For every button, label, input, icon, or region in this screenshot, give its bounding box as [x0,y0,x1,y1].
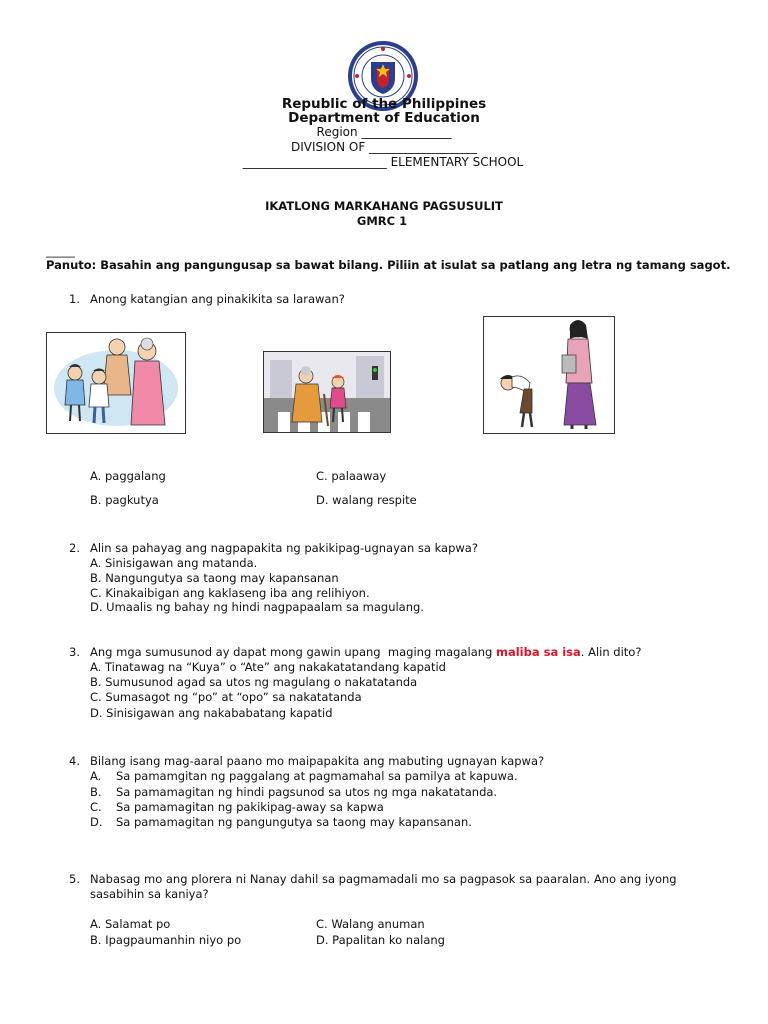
image-family-with-grandparents [46,332,186,434]
question-2-text: Alin sa pahayag ang nagpapakita ng pakikipag-ugnayan sa kapwa? [90,541,478,555]
q4-option-b-text: Sa pamamagitan ng hindi pagsunod sa utos ng mga nakatatanda. [116,785,498,799]
q4-option-c-text: Sa pamamagitan ng pakikipag-away sa kapwa [116,800,384,814]
question-4-number: 4. [69,754,80,768]
q5-option-a: A. Salamat po [90,917,171,931]
q1-option-a: A. paggalang [90,469,166,483]
q2-option-b: B. Nangungutya sa taong may kapansanan [90,571,339,585]
republic-title: Republic of the Philippines [281,96,487,112]
image-child-helping-elder-cross-street [263,351,391,433]
q3-option-d: D. Sinisigawan ang nakababatang kapatid [90,706,333,720]
question-1-number: 1. [69,292,80,306]
question-5-text-line2: sasabihin sa kaniya? [90,887,209,901]
exam-title: IKATLONG MARKAHANG PAGSUSULIT [265,199,503,213]
question-4-text: Bilang isang mag-aaral paano mo maipapakita ang mabuting ugnayan kapwa? [90,754,545,768]
question-5-number: 5. [69,872,80,886]
q1-option-d: D. walang respite [316,493,417,507]
image-child-bowing-to-teacher [483,316,615,434]
answer-blank: _____ [46,244,75,258]
division-line: DIVISION OF __________________ [290,140,478,154]
school-line: ________________________ ELEMENTARY SCHOOL [242,155,524,169]
q5-option-d: D. Papalitan ko nalang [316,933,445,947]
q1-option-b: B. pagkutya [90,493,159,507]
exam-subject: GMRC 1 [356,214,408,228]
q4-option-d-letter: D. [90,815,103,829]
instructions: Panuto: Basahin ang pangungusap sa bawat bilang. Piliin at isulat sa patlang ang letra ng tamang sagot. [46,258,731,272]
q3-option-b: B. Sumusunod agad sa utos ng magulang o nakatatanda [90,675,418,689]
q2-option-a: A. Sinisigawan ang matanda. [90,556,258,570]
question-5-text-line1: Nabasag mo ang plorera ni Nanay dahil sa pagmamadali mo sa pagpasok sa paaralan. Ano ang iyong [90,872,677,886]
question-3-number: 3. [69,645,80,659]
q4-option-b-letter: B. [90,785,102,799]
question-3-text-before: Ang mga sumusunod ay dapat mong gawin upang maging magalang [90,645,496,659]
region-line: Region _______________ [316,125,452,139]
q5-option-c: C. Walang anuman [316,917,425,931]
q4-option-d-text: Sa pamamagitan ng pangungutya sa taong may kapansanan. [116,815,472,829]
q4-option-a-text: Sa pamamgitan ng paggalang at pagmamahal sa pamilya at kapuwa. [116,769,518,783]
q1-option-c: C. palaaway [316,469,387,483]
question-1-text: Anong katangian ang pinakikita sa larawan? [90,292,345,306]
question-2-number: 2. [69,541,80,555]
q2-option-c: C. Kinakaibigan ang kaklaseng iba ang relihiyon. [90,586,370,600]
q3-option-a: A. Tinatawag na “Kuya” o “Ate” ang nakakatatandang kapatid [90,660,446,674]
q5-option-b: B. Ipagpaumanhin niyo po [90,933,242,947]
q2-option-d: D. Umaalis ng bahay ng hindi nagpapaalam sa magulang. [90,600,424,614]
question-3-text [90,645,641,660]
question-3-text-after: . Alin dito? [580,645,642,659]
question-3-highlight: maliba sa isa [496,645,581,659]
q4-option-a-letter: A. [90,769,102,783]
department-title: Department of Education [288,110,480,126]
q4-option-c-letter: C. [90,800,102,814]
q3-option-c: C. Sumasagot ng “po” at “opo” sa nakatatanda [90,690,362,704]
